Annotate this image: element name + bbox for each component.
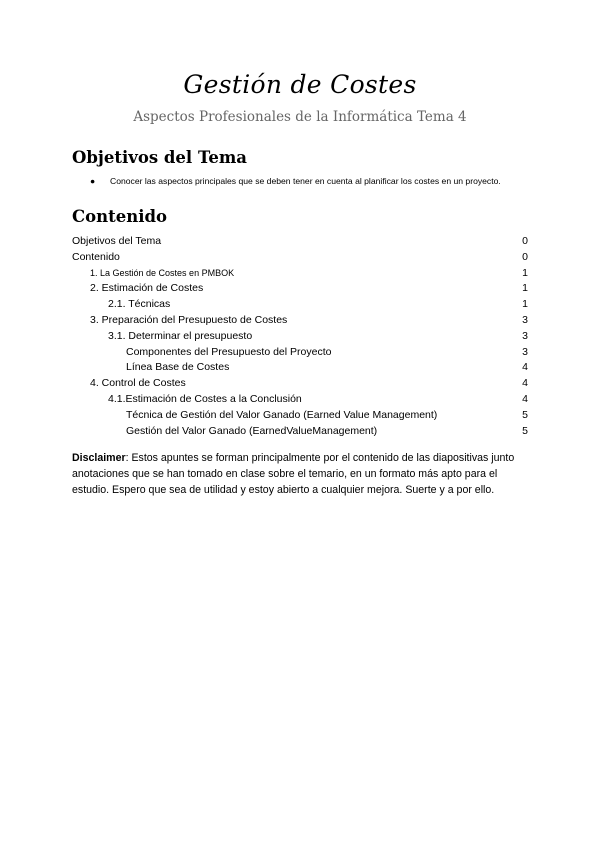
heading-contenido: Contenido	[72, 207, 168, 226]
list-item	[90, 176, 501, 186]
toc-entry-page[interactable]: 3	[522, 313, 528, 326]
toc-entry[interactable]	[72, 329, 528, 345]
toc-entry-label[interactable]: 4. Control de Costes	[90, 377, 186, 390]
toc-entry-page[interactable]: 1	[522, 298, 528, 311]
toc-entry-page[interactable]: 1	[522, 282, 528, 295]
bullet-text: Conocer las aspectos principales que se deben tener en cuenta al planificar los costes en un proyecto.	[110, 176, 501, 186]
toc-entry-label[interactable]: Componentes del Presupuesto del Proyecto	[126, 345, 332, 358]
toc-entry-label[interactable]: 4.1.Estimación de Costes a la Conclusión	[108, 392, 302, 405]
toc-entry[interactable]	[72, 345, 528, 361]
toc-entry-page[interactable]: 3	[522, 345, 528, 358]
document-subtitle: Aspectos Profesionales de la Informática Tema 4	[133, 109, 467, 125]
disclaimer-paragraph	[72, 450, 530, 498]
toc-entry-label[interactable]: 3.1. Determinar el presupuesto	[108, 329, 253, 342]
toc-entry-page[interactable]: 4	[522, 392, 528, 405]
toc-entry-page[interactable]: 5	[522, 424, 528, 437]
toc-entry-label[interactable]: Contenido	[72, 250, 120, 263]
toc-entry-label[interactable]: Gestión del Valor Ganado (EarnedValueManagement)	[126, 424, 378, 437]
toc-entry[interactable]	[72, 250, 528, 266]
heading-objetivos: Objetivos del Tema	[72, 148, 247, 167]
toc-entry-label[interactable]: 2.1. Técnicas	[108, 298, 171, 311]
toc-entry-page[interactable]: 1	[522, 266, 528, 279]
toc-entry-label[interactable]: Línea Base de Costes	[126, 361, 230, 374]
toc-entry-page[interactable]: 3	[522, 329, 528, 342]
toc-entry[interactable]	[72, 313, 528, 329]
toc-entry-page[interactable]: 4	[522, 377, 528, 390]
toc-entry[interactable]	[72, 392, 528, 408]
document-title: Gestión de Costes	[183, 70, 417, 99]
toc-entry-page[interactable]: 4	[522, 361, 528, 374]
disclaimer-text: : Estos apuntes se forman principalmente por el contenido de las diapositivas junto anotaciones que se han tomado en clase sobre el temario, en un formato más apto para el estudio. Espero que sea de utilidad y estoy abierto a cualquier mejora. Suerte y a por ello.	[72, 452, 515, 496]
toc-entry-label[interactable]: Técnica de Gestión del Valor Ganado (Earned Value Management)	[126, 408, 438, 421]
disclaimer-label: Disclaimer	[72, 452, 126, 464]
toc-entry-page[interactable]: 0	[522, 235, 528, 247]
toc-entry[interactable]	[72, 424, 528, 440]
toc-entry[interactable]	[72, 360, 528, 376]
toc-entry-label[interactable]: 3. Preparación del Presupuesto de Costes	[90, 313, 288, 326]
toc-entry[interactable]	[72, 297, 528, 313]
table-of-contents	[72, 234, 528, 439]
toc-entry[interactable]	[72, 376, 528, 392]
toc-entry[interactable]	[72, 234, 528, 250]
toc-entry[interactable]	[72, 266, 528, 282]
toc-entry-page[interactable]: 0	[522, 250, 528, 263]
bullet-icon: ●	[90, 176, 96, 186]
toc-entry[interactable]	[72, 281, 528, 297]
toc-entry-label[interactable]: 2. Estimación de Costes	[90, 282, 204, 295]
toc-entry-label[interactable]: 1. La Gestión de Costes en PMBOK	[90, 267, 235, 278]
toc-entry-page[interactable]: 5	[522, 408, 528, 421]
toc-entry[interactable]	[72, 408, 528, 424]
toc-entry-label[interactable]: Objetivos del Tema	[72, 235, 162, 247]
